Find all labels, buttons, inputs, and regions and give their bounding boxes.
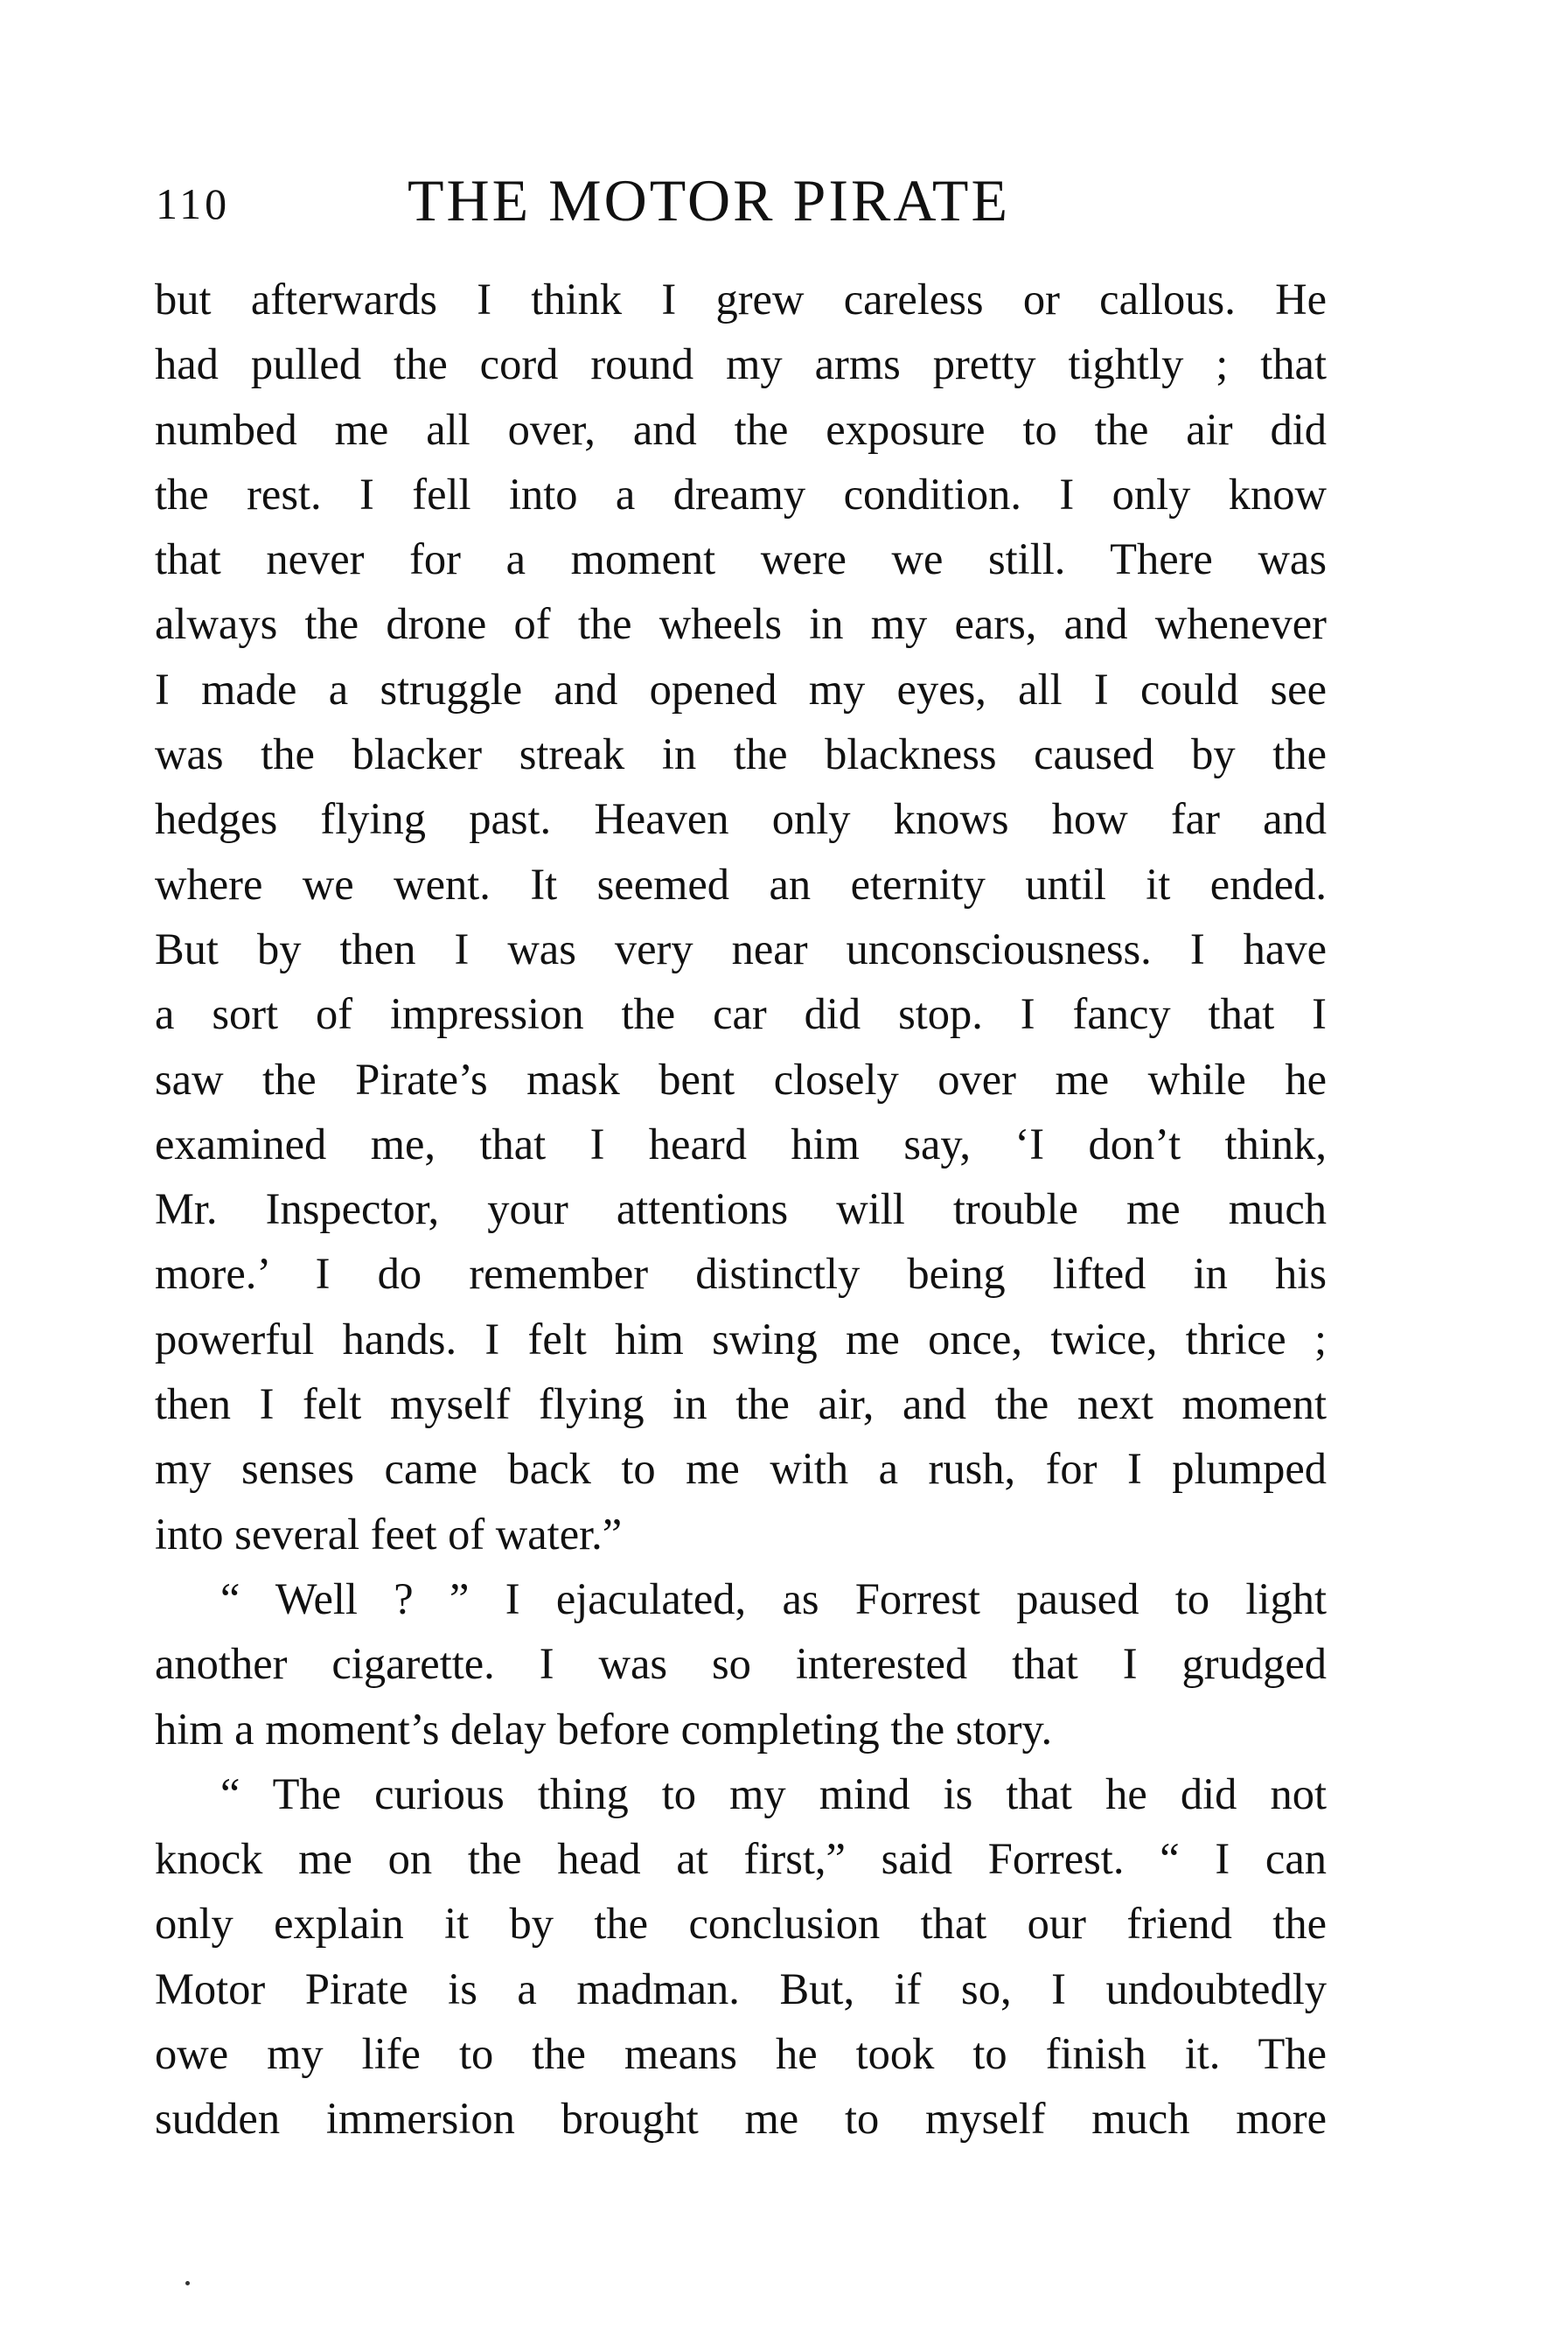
text-line: into several feet of water.” bbox=[155, 1509, 623, 1559]
text-line: a sort of impression the car did stop. I fancy that I bbox=[155, 989, 1327, 1039]
text-line: owe my life to the means he took to finish it. The bbox=[155, 2029, 1327, 2079]
text-line: saw the Pirate’s mask bent closely over me while he bbox=[155, 1054, 1327, 1104]
text-line: another cigarette. I was so interested that I grudged bbox=[155, 1639, 1327, 1689]
text-line: “ Well ? ” I ejaculated, as Forrest paused to light bbox=[220, 1573, 1327, 1623]
print-speck bbox=[185, 2281, 190, 2285]
page-number: 110 bbox=[156, 179, 231, 228]
text-line: examined me, that I heard him say, ‘I don’t think, bbox=[155, 1119, 1327, 1168]
text-line: then I felt myself flying in the air, and the next moment bbox=[155, 1379, 1327, 1429]
paragraph bbox=[155, 1761, 1327, 2152]
paragraph bbox=[155, 267, 1327, 1566]
text-line: Motor Pirate is a madman. But, if so, I undoubtedly bbox=[155, 1964, 1327, 2013]
text-line: “ The curious thing to my mind is that he did not bbox=[220, 1768, 1327, 1818]
text-line: I made a struggle and opened my eyes, all I could see bbox=[155, 664, 1327, 714]
text-line: my senses came back to me with a rush, for I plumped bbox=[155, 1444, 1327, 1494]
text-line: always the drone of the wheels in my ears, and whenever bbox=[155, 599, 1327, 649]
text-line: powerful hands. I felt him swing me once, twice, thrice ; bbox=[155, 1314, 1327, 1364]
text-line: Mr. Inspector, your attentions will trouble me much bbox=[155, 1184, 1327, 1234]
text-line: had pulled the cord round my arms pretty tightly ; that bbox=[155, 339, 1327, 389]
text-line: only explain it by the conclusion that our friend the bbox=[155, 1899, 1327, 1949]
text-line: him a moment’s delay before completing the story. bbox=[155, 1704, 1053, 1754]
text-line: knock me on the head at first,” said Forrest. “ I can bbox=[155, 1834, 1327, 1884]
text-line: that never for a moment were we still. There was bbox=[155, 534, 1327, 584]
text-line: but afterwards I think I grew careless or callous. He bbox=[155, 275, 1327, 324]
paragraph bbox=[155, 1566, 1327, 1761]
text-line: was the blacker streak in the blackness caused by the bbox=[155, 729, 1327, 779]
text-line: sudden immersion brought me to myself much more bbox=[155, 2094, 1327, 2144]
text-line: numbed me all over, and the exposure to the air did bbox=[155, 404, 1327, 454]
text-line: hedges flying past. Heaven only knows how far and bbox=[155, 794, 1327, 844]
text-line: more.’ I do remember distinctly being lifted in his bbox=[155, 1249, 1327, 1299]
body-text bbox=[155, 267, 1327, 2152]
text-line: where we went. It seemed an eternity until it ended. bbox=[155, 859, 1327, 909]
running-head bbox=[156, 166, 1328, 245]
running-title: THE MOTOR PIRATE bbox=[408, 167, 1010, 234]
text-line: the rest. I fell into a dreamy condition. I only know bbox=[155, 469, 1327, 519]
text-line: But by then I was very near unconsciousness. I have bbox=[155, 924, 1327, 973]
